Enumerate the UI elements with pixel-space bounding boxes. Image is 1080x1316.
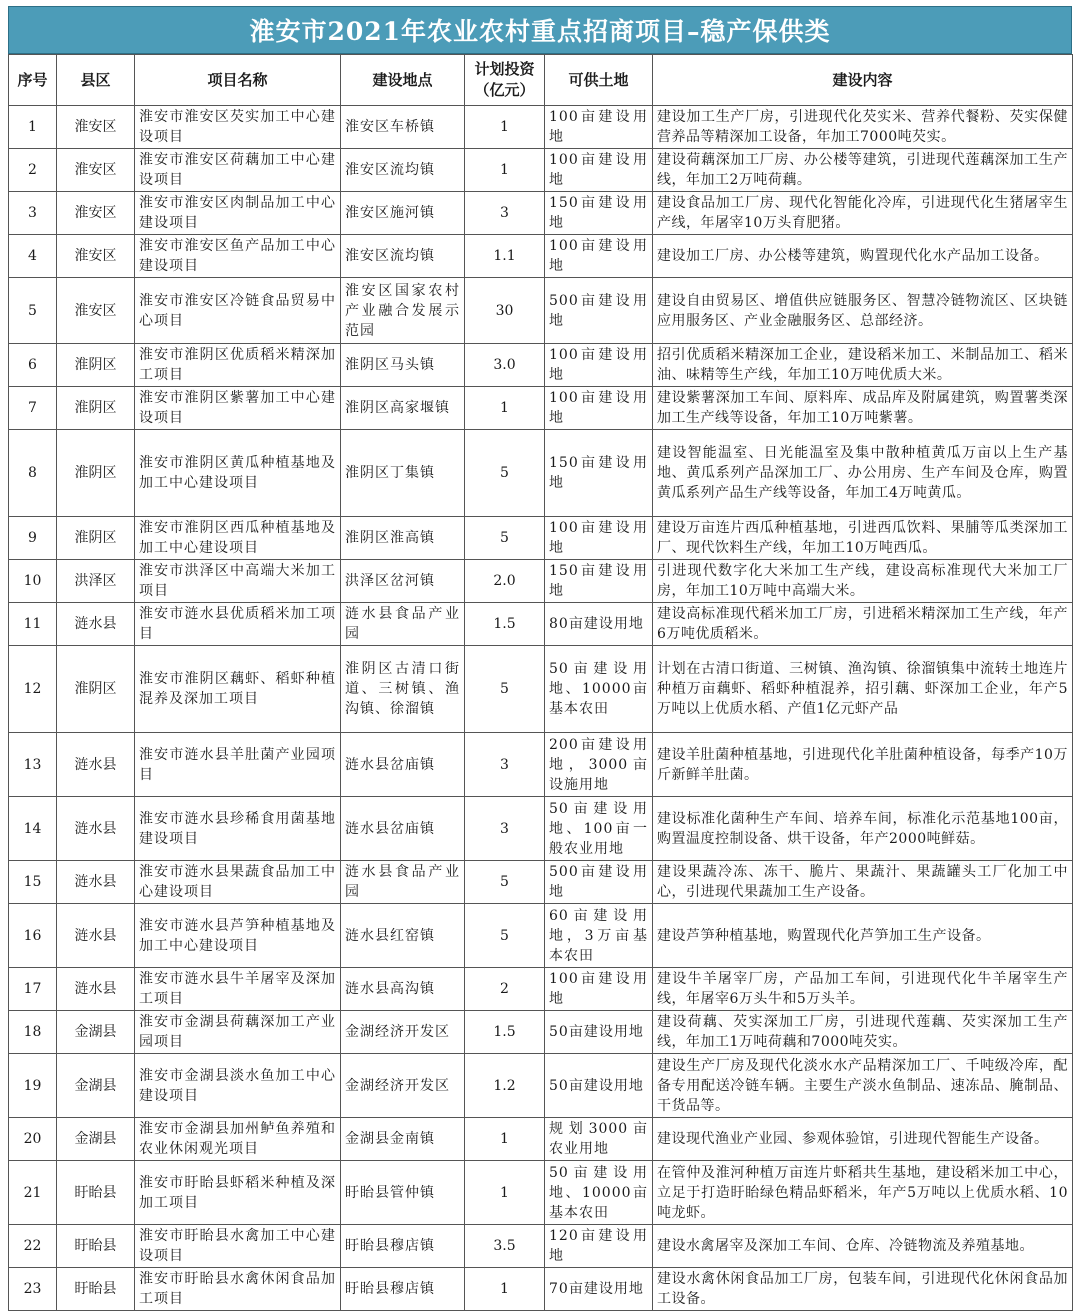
site-cell: 淮安区国家农村产业融合发展示范园 [341,278,465,344]
project-name-cell: 淮安市淮安区荷藕加工中心建设项目 [135,149,341,192]
content-cell: 建设芦笋种植基地，购置现代化芦笋加工生产设备。 [653,904,1073,968]
project-name-cell: 淮安市淮阴区紫薯加工中心建设项目 [135,387,341,430]
table-row [9,106,1073,149]
row-number: 14 [9,797,57,861]
investment-cell: 2 [465,968,545,1011]
site-cell: 涟水县食品产业园 [341,603,465,646]
table-row [9,192,1073,235]
content-cell: 建设智能温室、日光能温室及集中散种植黄瓜万亩以上生产基地、黄瓜系列产品深加工厂、办公用房、生产车间及仓库，购置黄瓜系列产品生产线等设备，年加工4万吨黄瓜。 [653,430,1073,517]
content-cell: 建设万亩连片西瓜种植基地，引进西瓜饮料、果脯等瓜类深加工厂、现代饮料生产线，年加工10万吨西瓜。 [653,517,1073,560]
table-row [9,517,1073,560]
county-cell: 淮阴区 [57,517,135,560]
project-name-cell: 淮安市涟水县果蔬食品加工中心建设项目 [135,861,341,904]
header-land: 可供土地 [545,55,653,106]
county-cell: 洪泽区 [57,560,135,603]
row-number: 1 [9,106,57,149]
row-number: 11 [9,603,57,646]
county-cell: 淮安区 [57,278,135,344]
site-cell: 金湖经济开发区 [341,1011,465,1054]
row-number: 12 [9,646,57,733]
land-cell: 50亩建设用地、10000亩基本农田 [545,646,653,733]
project-name-cell: 淮安市淮安区芡实加工中心建设项目 [135,106,341,149]
project-name-cell: 淮安市涟水县珍稀食用菌基地建设项目 [135,797,341,861]
investment-cell: 3.0 [465,344,545,387]
content-cell: 引进现代数字化大米加工生产线，建设高标准现代大米加工厂房，年加工10万吨中高端大米。 [653,560,1073,603]
table-row [9,603,1073,646]
investment-cell: 1.2 [465,1054,545,1118]
table-row [9,1268,1073,1311]
county-cell: 盱眙县 [57,1268,135,1311]
header-site: 建设地点 [341,55,465,106]
county-cell: 涟水县 [57,603,135,646]
table-row [9,235,1073,278]
table-row [9,646,1073,733]
investment-cell: 1.1 [465,235,545,278]
land-cell: 100亩建设用地 [545,344,653,387]
site-cell: 金湖经济开发区 [341,1054,465,1118]
site-cell: 盱眙县管仲镇 [341,1161,465,1225]
row-number: 15 [9,861,57,904]
investment-cell: 1 [465,1161,545,1225]
content-cell: 建设紫薯深加工车间、原料库、成品库及附属建筑，购置薯类深加工生产线等设备，年加工10万吨紫薯。 [653,387,1073,430]
county-cell: 金湖县 [57,1054,135,1118]
investment-cell: 3 [465,733,545,797]
table-row [9,1054,1073,1118]
row-number: 13 [9,733,57,797]
county-cell: 涟水县 [57,861,135,904]
land-cell: 100亩建设用地 [545,968,653,1011]
project-name-cell: 淮安市淮阴区黄瓜种植基地及加工中心建设项目 [135,430,341,517]
site-cell: 盱眙县穆店镇 [341,1225,465,1268]
land-cell: 60亩建设用地，3万亩基本农田 [545,904,653,968]
land-cell: 70亩建设用地 [545,1268,653,1311]
project-name-cell: 淮安市金湖县荷藕深加工产业园项目 [135,1011,341,1054]
investment-cell: 1.5 [465,603,545,646]
land-cell: 50亩建设用地 [545,1054,653,1118]
land-cell: 150亩建设用地 [545,560,653,603]
row-number: 3 [9,192,57,235]
content-cell: 建设水禽屠宰及深加工车间、仓库、冷链物流及养殖基地。 [653,1225,1073,1268]
investment-cell: 1 [465,1268,545,1311]
project-name-cell: 淮安市淮安区鱼产品加工中心建设项目 [135,235,341,278]
project-name-cell: 淮安市涟水县优质稻米加工项目 [135,603,341,646]
row-number: 23 [9,1268,57,1311]
table-title: 淮安市2021年农业农村重点招商项目–稳产保供类 [8,6,1072,54]
content-cell: 建设加工厂房、办公楼等建筑，购置现代化水产品加工设备。 [653,235,1073,278]
land-cell: 100亩建设用地 [545,235,653,278]
table-row [9,797,1073,861]
table-row [9,1161,1073,1225]
land-cell: 50亩建设用地 [545,1011,653,1054]
project-name-cell: 淮安市淮安区冷链食品贸易中心项目 [135,278,341,344]
content-cell: 建设牛羊屠宰厂房，产品加工车间，引进现代化牛羊屠宰生产线，年屠宰6万头牛和5万头羊。 [653,968,1073,1011]
project-name-cell: 淮安市盱眙县虾稻米种植及深加工项目 [135,1161,341,1225]
investment-cell: 1 [465,1118,545,1161]
row-number: 6 [9,344,57,387]
project-name-cell: 淮安市涟水县芦笋种植基地及加工中心建设项目 [135,904,341,968]
land-cell: 100亩建设用地 [545,517,653,560]
row-number: 10 [9,560,57,603]
county-cell: 金湖县 [57,1011,135,1054]
site-cell: 淮阴区古清口街道、三树镇、渔沟镇、徐溜镇 [341,646,465,733]
table-row [9,1118,1073,1161]
land-cell: 120亩建设用地 [545,1225,653,1268]
county-cell: 淮阴区 [57,646,135,733]
land-cell: 200亩建设用地，3000亩设施用地 [545,733,653,797]
site-cell: 淮阴区高家堰镇 [341,387,465,430]
site-cell: 涟水县红窑镇 [341,904,465,968]
site-cell: 淮阴区马头镇 [341,344,465,387]
investment-cell: 5 [465,430,545,517]
investment-cell: 3 [465,192,545,235]
row-number: 20 [9,1118,57,1161]
content-cell: 建设荷藕、芡实深加工厂房，引进现代莲藕、芡实深加工生产线，年加工1万吨荷藕和7000吨芡实。 [653,1011,1073,1054]
investment-cell: 30 [465,278,545,344]
content-cell: 建设羊肚菌种植基地，引进现代化羊肚菌种植设备，每季产10万斤新鲜羊肚菌。 [653,733,1073,797]
row-number: 4 [9,235,57,278]
land-cell: 150亩建设用地 [545,430,653,517]
header-row [9,55,1073,106]
header-content: 建设内容 [653,55,1073,106]
project-name-cell: 淮安市淮阴区优质稻米精深加工项目 [135,344,341,387]
project-name-cell: 淮安市盱眙县水禽休闲食品加工项目 [135,1268,341,1311]
project-name-cell: 淮安市盱眙县水禽加工中心建设项目 [135,1225,341,1268]
county-cell: 盱眙县 [57,1161,135,1225]
header-name: 项目名称 [135,55,341,106]
project-name-cell: 淮安市涟水县牛羊屠宰及深加工项目 [135,968,341,1011]
investment-cell: 5 [465,517,545,560]
county-cell: 淮安区 [57,235,135,278]
investment-cell: 5 [465,646,545,733]
row-number: 2 [9,149,57,192]
investment-cell: 1.5 [465,1011,545,1054]
investment-cell: 3.5 [465,1225,545,1268]
investment-cell: 1 [465,149,545,192]
investment-cell: 1 [465,387,545,430]
county-cell: 淮阴区 [57,430,135,517]
site-cell: 洪泽区岔河镇 [341,560,465,603]
header-invest: 计划投资（亿元） [465,55,545,106]
investment-cell: 3 [465,797,545,861]
county-cell: 淮阴区 [57,387,135,430]
site-cell: 盱眙县穆店镇 [341,1268,465,1311]
row-number: 7 [9,387,57,430]
content-cell: 建设食品加工厂房、现代化智能化冷库，引进现代化生猪屠宰生产线，年屠宰10万头育肥猪。 [653,192,1073,235]
content-cell: 计划在古清口街道、三树镇、渔沟镇、徐溜镇集中流转土地连片种植万亩藕虾、稻虾种植混养，招引藕、虾深加工企业，年产5万吨以上优质水稻、产值1亿元虾产品 [653,646,1073,733]
table-row [9,278,1073,344]
content-cell: 建设果蔬冷冻、冻干、脆片、果蔬汁、果蔬罐头工厂化加工中心，引进现代果蔬加工生产设备。 [653,861,1073,904]
county-cell: 金湖县 [57,1118,135,1161]
land-cell: 50亩建设用地、100亩一般农业用地 [545,797,653,861]
content-cell: 建设现代渔业产业园、参观体验馆，引进现代智能生产设备。 [653,1118,1073,1161]
land-cell: 100亩建设用地 [545,149,653,192]
county-cell: 涟水县 [57,904,135,968]
site-cell: 淮阴区丁集镇 [341,430,465,517]
content-cell: 建设荷藕深加工厂房、办公楼等建筑，引进现代莲藕深加工生产线，年加工2万吨荷藕。 [653,149,1073,192]
county-cell: 淮阴区 [57,344,135,387]
row-number: 19 [9,1054,57,1118]
county-cell: 淮安区 [57,192,135,235]
row-number: 18 [9,1011,57,1054]
table-row [9,733,1073,797]
project-name-cell: 淮安市涟水县羊肚菌产业园项目 [135,733,341,797]
land-cell: 80亩建设用地 [545,603,653,646]
site-cell: 金湖县金南镇 [341,1118,465,1161]
row-number: 17 [9,968,57,1011]
site-cell: 涟水县岔庙镇 [341,797,465,861]
table-row [9,1011,1073,1054]
content-cell: 建设高标准现代稻米加工厂房，引进稻米精深加工生产线，年产6万吨优质稻米。 [653,603,1073,646]
table-row [9,344,1073,387]
project-name-cell: 淮安市金湖县加州鲈鱼养殖和农业休闲观光项目 [135,1118,341,1161]
site-cell: 淮安区流均镇 [341,149,465,192]
header-county: 县区 [57,55,135,106]
row-number: 21 [9,1161,57,1225]
land-cell: 150亩建设用地 [545,192,653,235]
project-name-cell: 淮安市洪泽区中高端大米加工项目 [135,560,341,603]
content-cell: 建设生产厂房及现代化淡水水产品精深加工厂、千吨级冷库，配备专用配送冷链车辆。主要生产淡水鱼制品、速冻品、腌制品、干货品等。 [653,1054,1073,1118]
land-cell: 100亩建设用地 [545,387,653,430]
header-no: 序号 [9,55,57,106]
project-name-cell: 淮安市淮安区肉制品加工中心建设项目 [135,192,341,235]
table-row [9,904,1073,968]
content-cell: 在管仲及淮河种植万亩连片虾稻共生基地，建设稻米加工中心，立足于打造盱眙绿色精品虾稻米，年产5万吨以上优质水稻、10吨龙虾。 [653,1161,1073,1225]
county-cell: 涟水县 [57,797,135,861]
land-cell: 100亩建设用地 [545,106,653,149]
county-cell: 涟水县 [57,733,135,797]
project-name-cell: 淮安市淮阴区藕虾、稻虾种植混养及深加工项目 [135,646,341,733]
table-row [9,861,1073,904]
content-cell: 建设加工生产厂房，引进现代化芡实米、营养代餐粉、芡实保健营养品等精深加工设备，年加工7000吨芡实。 [653,106,1073,149]
table-row [9,968,1073,1011]
site-cell: 淮安区车桥镇 [341,106,465,149]
row-number: 22 [9,1225,57,1268]
site-cell: 淮阴区淮高镇 [341,517,465,560]
county-cell: 盱眙县 [57,1225,135,1268]
site-cell: 淮安区流均镇 [341,235,465,278]
table-row [9,430,1073,517]
row-number: 8 [9,430,57,517]
land-cell: 500亩建设用地 [545,861,653,904]
row-number: 16 [9,904,57,968]
site-cell: 涟水县高沟镇 [341,968,465,1011]
project-name-cell: 淮安市金湖县淡水鱼加工中心建设项目 [135,1054,341,1118]
table-row [9,387,1073,430]
project-name-cell: 淮安市淮阴区西瓜种植基地及加工中心建设项目 [135,517,341,560]
land-cell: 50亩建设用地、10000亩基本农田 [545,1161,653,1225]
projects-table [8,54,1073,1311]
land-cell: 500亩建设用地 [545,278,653,344]
county-cell: 淮安区 [57,149,135,192]
site-cell: 淮安区施河镇 [341,192,465,235]
table-row [9,560,1073,603]
row-number: 9 [9,517,57,560]
investment-cell: 5 [465,904,545,968]
row-number: 5 [9,278,57,344]
table-body [9,106,1073,1311]
county-cell: 涟水县 [57,968,135,1011]
land-cell: 规划3000亩农业用地 [545,1118,653,1161]
content-cell: 建设自由贸易区、增值供应链服务区、智慧冷链物流区、区块链应用服务区、产业金融服务区、总部经济。 [653,278,1073,344]
site-cell: 涟水县食品产业园 [341,861,465,904]
investment-cell: 2.0 [465,560,545,603]
content-cell: 建设水禽休闲食品加工厂房，包装车间，引进现代化休闲食品加工设备。 [653,1268,1073,1311]
county-cell: 淮安区 [57,106,135,149]
site-cell: 涟水县岔庙镇 [341,733,465,797]
investment-cell: 5 [465,861,545,904]
investment-cell: 1 [465,106,545,149]
table-row [9,149,1073,192]
content-cell: 招引优质稻米精深加工企业，建设稻米加工、米制品加工、稻米油、味精等生产线，年加工10万吨优质大米。 [653,344,1073,387]
table-row [9,1225,1073,1268]
content-cell: 建设标准化菌种生产车间、培养车间，标准化示范基地100亩，购置温度控制设备、烘干设备，年产2000吨鲜菇。 [653,797,1073,861]
